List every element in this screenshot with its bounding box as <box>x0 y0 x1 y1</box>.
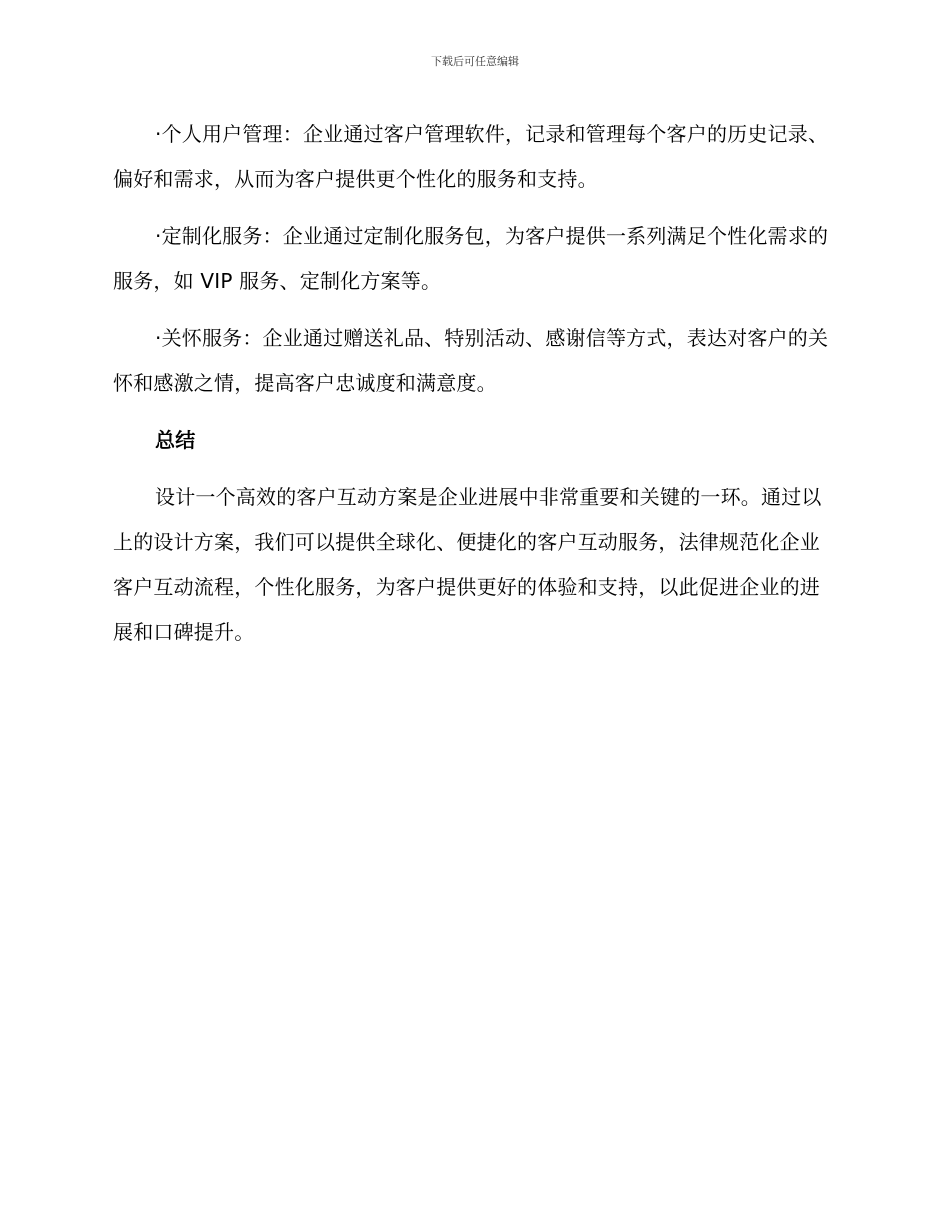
bullet-dot: · <box>155 122 162 146</box>
paragraph-text: 个人用户管理：企业通过客户管理软件，记录和管理每个客户的历史记录、偏好和需求，从而为客户提供更个性化的服务和支持。 <box>113 122 829 191</box>
bullet-paragraph-personal-user-management <box>113 112 833 202</box>
paragraph-text: 定制化服务：企业通过定制化服务包，为客户提供一系列满足个性化需求的服务，如 VIP 服务、定制化方案等。 <box>113 224 829 293</box>
bullet-paragraph-customized-service <box>113 214 833 304</box>
bullet-dot: · <box>155 224 162 248</box>
paragraph-text: 关怀服务：企业通过赠送礼品、特别活动、感谢信等方式，表达对客户的关怀和感激之情，提高客户忠诚度和满意度。 <box>113 326 829 395</box>
summary-paragraph: 设计一个高效的客户互动方案是企业进展中非常重要和关键的一环。通过以上的设计方案，我们可以提供全球化、便捷化的客户互动服务，法律规范化企业客户互动流程，个性化服务，为客户提供更好的体验和支持，以此促进企业的进展和口碑提升。 <box>113 485 822 644</box>
document-body <box>113 112 833 667</box>
bullet-paragraph-care-service <box>113 316 833 406</box>
summary-heading: 总结 <box>155 428 196 452</box>
page-header: 下载后可任意编辑 <box>431 55 519 68</box>
bullet-dot: · <box>155 326 162 350</box>
